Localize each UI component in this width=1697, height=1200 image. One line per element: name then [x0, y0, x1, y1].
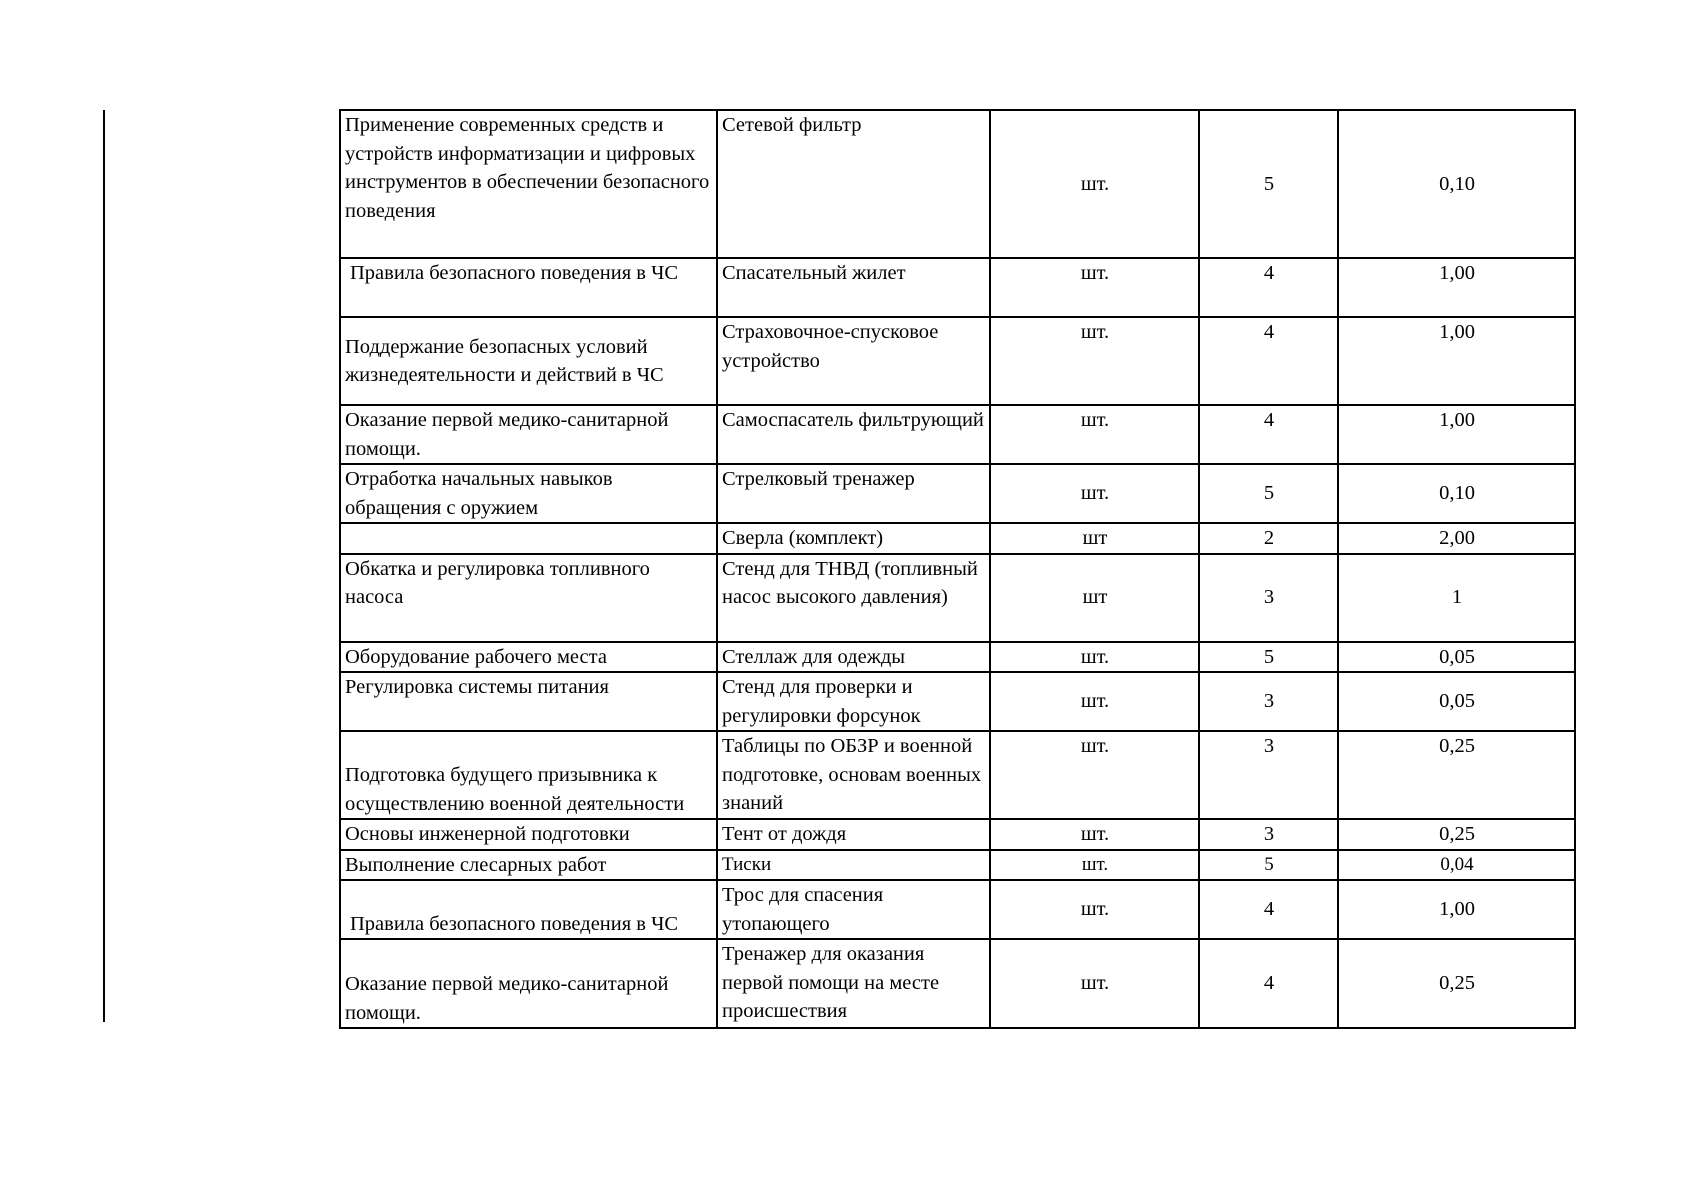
quantity-cell: 4 [1199, 939, 1338, 1028]
item-cell: Тент от дождя [717, 819, 990, 850]
topic-cell: Правила безопасного поведения в ЧС [340, 258, 717, 317]
topic-cell: Оказание первой медико-санитарной помощи. [340, 405, 717, 464]
item-cell: Стрелковый тренажер [717, 464, 990, 523]
item-cell: Трос для спасения утопающего [717, 880, 990, 939]
unit-cell: шт. [990, 850, 1199, 881]
item-cell: Сетевой фильтр [717, 110, 990, 258]
coefficient-cell: 2,00 [1338, 523, 1575, 554]
quantity-cell: 3 [1199, 731, 1338, 819]
quantity-cell: 3 [1199, 672, 1338, 731]
table-row [340, 880, 1575, 939]
table-row [340, 850, 1575, 881]
quantity-cell: 5 [1199, 110, 1338, 258]
item-cell: Стенд для проверки и регулировки форсунок [717, 672, 990, 731]
topic-cell: Подготовка будущего призывника к осуществлению военной деятельности [340, 731, 717, 819]
table-row [340, 554, 1575, 642]
item-cell: Страховочное-спусковое устройство [717, 317, 990, 405]
quantity-cell: 4 [1199, 405, 1338, 464]
item-cell: Тиски [717, 850, 990, 881]
quantity-cell: 4 [1199, 258, 1338, 317]
topic-cell [340, 523, 717, 554]
coefficient-cell: 0,05 [1338, 672, 1575, 731]
table-row [340, 405, 1575, 464]
item-cell: Самоспасатель фильтрующий [717, 405, 990, 464]
topic-cell: Оказание первой медико-санитарной помощи. [340, 939, 717, 1028]
item-cell: Таблицы по ОБЗР и военной подготовке, основам военных знаний [717, 731, 990, 819]
quantity-cell: 3 [1199, 819, 1338, 850]
quantity-cell: 3 [1199, 554, 1338, 642]
coefficient-cell: 0,25 [1338, 819, 1575, 850]
quantity-cell: 5 [1199, 464, 1338, 523]
coefficient-cell: 1 [1338, 554, 1575, 642]
unit-cell: шт [990, 554, 1199, 642]
topic-cell: Оборудование рабочего места [340, 642, 717, 673]
topic-cell: Регулировка системы питания [340, 672, 717, 731]
equipment-table [339, 109, 1576, 1029]
unit-cell: шт. [990, 258, 1199, 317]
unit-cell: шт. [990, 642, 1199, 673]
unit-cell: шт. [990, 939, 1199, 1028]
item-cell: Спасательный жилет [717, 258, 990, 317]
topic-cell: Обкатка и регулировка топливного насоса [340, 554, 717, 642]
unit-cell: шт. [990, 110, 1199, 258]
item-cell: Сверла (комплект) [717, 523, 990, 554]
coefficient-cell: 1,00 [1338, 880, 1575, 939]
coefficient-cell: 1,00 [1338, 405, 1575, 464]
table-row [340, 731, 1575, 819]
unit-cell: шт. [990, 405, 1199, 464]
topic-cell: Применение современных средств и устройств информатизации и цифровых инструментов в обеспечении безопасного поведения [340, 110, 717, 258]
coefficient-cell: 0,10 [1338, 110, 1575, 258]
page-margin-line [103, 110, 105, 1022]
quantity-cell: 2 [1199, 523, 1338, 554]
table-row [340, 110, 1575, 258]
unit-cell: шт. [990, 464, 1199, 523]
quantity-cell: 5 [1199, 850, 1338, 881]
coefficient-cell: 0,25 [1338, 731, 1575, 819]
unit-cell: шт. [990, 819, 1199, 850]
unit-cell: шт [990, 523, 1199, 554]
table-row [340, 464, 1575, 523]
coefficient-cell: 0,04 [1338, 850, 1575, 881]
coefficient-cell: 1,00 [1338, 258, 1575, 317]
coefficient-cell: 0,25 [1338, 939, 1575, 1028]
quantity-cell: 4 [1199, 880, 1338, 939]
coefficient-cell: 1,00 [1338, 317, 1575, 405]
item-cell: Стеллаж для одежды [717, 642, 990, 673]
table-row [340, 642, 1575, 673]
quantity-cell: 5 [1199, 642, 1338, 673]
quantity-cell: 4 [1199, 317, 1338, 405]
coefficient-cell: 0,05 [1338, 642, 1575, 673]
unit-cell: шт. [990, 731, 1199, 819]
item-cell: Стенд для ТНВД (топливный насос высокого давления) [717, 554, 990, 642]
topic-cell: Отработка начальных навыков обращения с оружием [340, 464, 717, 523]
topic-cell: Поддержание безопасных условий жизнедеятельности и действий в ЧС [340, 317, 717, 405]
table-row [340, 819, 1575, 850]
topic-cell: Выполнение слесарных работ [340, 850, 717, 881]
unit-cell: шт. [990, 672, 1199, 731]
table-row [340, 523, 1575, 554]
table-row [340, 939, 1575, 1028]
item-cell: Тренажер для оказания первой помощи на месте происшествия [717, 939, 990, 1028]
topic-cell: Правила безопасного поведения в ЧС [340, 880, 717, 939]
topic-cell: Основы инженерной подготовки [340, 819, 717, 850]
unit-cell: шт. [990, 317, 1199, 405]
unit-cell: шт. [990, 880, 1199, 939]
table-row [340, 672, 1575, 731]
table-row [340, 317, 1575, 405]
table-row [340, 258, 1575, 317]
coefficient-cell: 0,10 [1338, 464, 1575, 523]
